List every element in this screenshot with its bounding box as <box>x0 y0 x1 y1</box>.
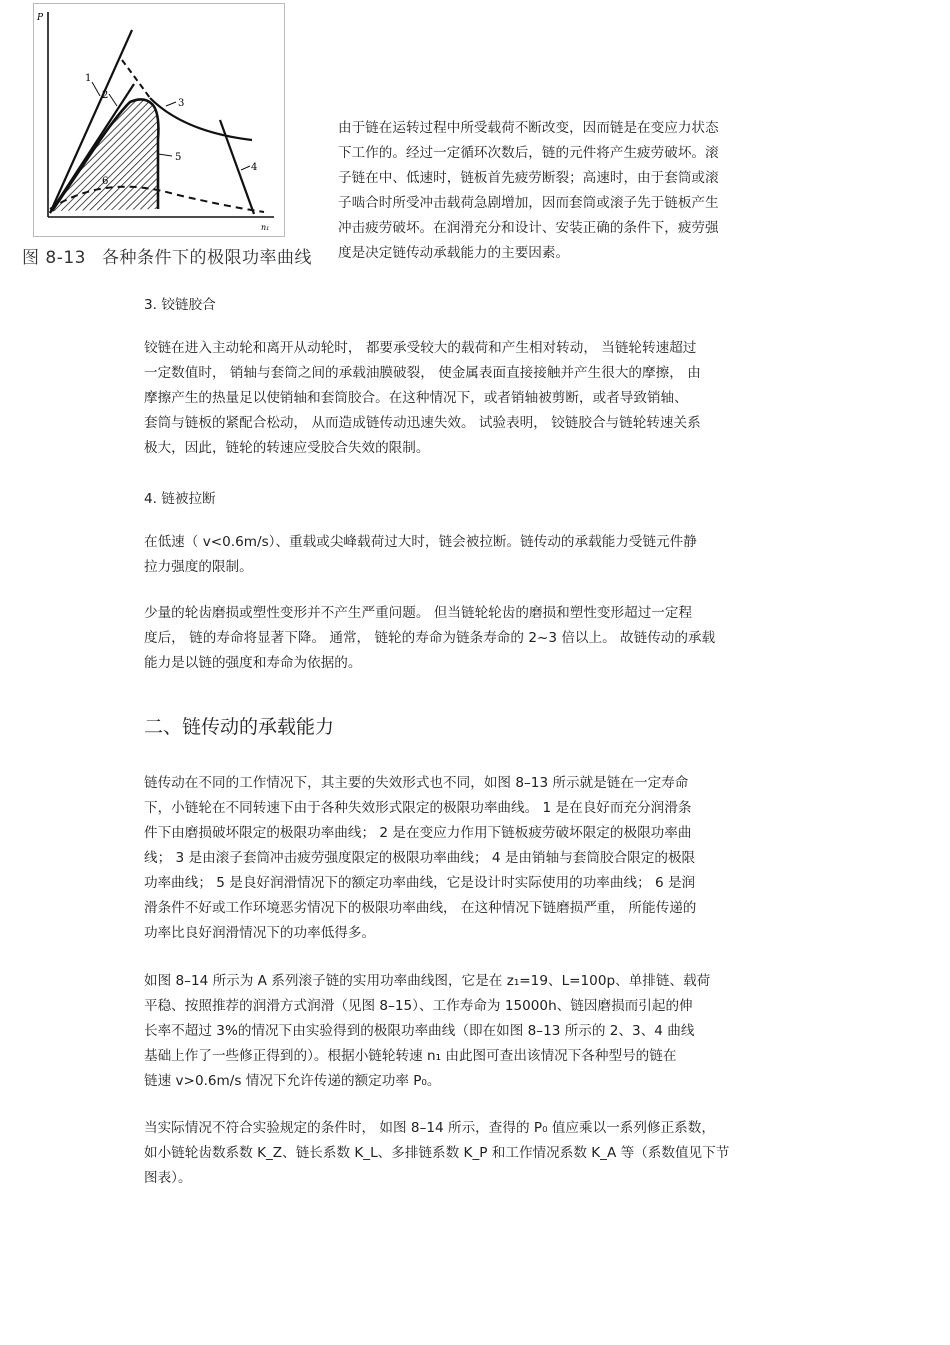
curve-label-6: 6 <box>102 176 109 187</box>
text-line: 少量的轮齿磨损或塑性变形并不产生严重问题。 但当链轮轮齿的磨损和塑性变形超过一定程 <box>144 605 693 621</box>
text-line: 子啮合时所受冲击载荷急剧增加，因而套筒或滚子先于链板产生 <box>338 195 719 211</box>
section-4-heading: 4. 链被拉断 <box>144 491 216 507</box>
curve-label-3: 3 <box>178 98 185 109</box>
figure-8-13 <box>33 3 285 237</box>
curve-label-5: 5 <box>175 152 182 163</box>
hatched-region <box>52 99 158 211</box>
curve-label-1: 1 <box>85 73 92 84</box>
curve-label-4: 4 <box>251 162 258 173</box>
text-line: 下工作的。经过一定循环次数后，链的元件将产生疲劳破坏。滚 <box>338 145 719 161</box>
text-line: 套筒与链板的紧配合松动， 从而造成链传动迅速失效。 试验表明， 铰链胶合与链轮转速关系 <box>144 415 701 431</box>
text-line: 度是决定链传动承载能力的主要因素。 <box>338 245 570 261</box>
wear-paragraph <box>144 601 715 676</box>
figure-caption <box>22 243 312 268</box>
text-line: 拉力强度的限制。 <box>144 559 253 575</box>
text-line: 子链在中、低速时，链板首先疲劳断裂；高速时，由于套筒或滚 <box>338 170 719 186</box>
section-title: 二、链传动的承载能力 <box>144 716 335 738</box>
text-line: 下，小链轮在不同转速下由于各种失效形式限定的极限功率曲线。 1 是在良好而充分润滑条 <box>144 800 692 816</box>
text-line: 长率不超过 3%的情况下由实验得到的极限功率曲线（即在如图 8–13 所示的 2、3、4 曲线 <box>144 1023 695 1039</box>
text-line: 摩擦产生的热量足以使销轴和套筒胶合。在这种情况下，或者销轴被剪断，或者导致销轴、 <box>144 390 688 406</box>
section-3-paragraph <box>144 336 701 461</box>
curve-3 <box>150 98 252 140</box>
text-line: 滑条件不好或工作环境恶劣情况下的极限功率曲线， 在这种情况下链磨损严重， 所能传递的 <box>144 900 697 916</box>
figure-title: 各种条件下的极限功率曲线 <box>102 248 312 268</box>
text-line: 功率曲线； 5 是良好润滑情况下的额定功率曲线，它是设计时实际使用的功率曲线； 6 是润 <box>144 875 696 891</box>
text-line: 铰链在进入主动轮和离开从动轮时， 都要承受较大的载荷和产生相对转动， 当链轮转速超过 <box>144 340 697 356</box>
limit-power-curves-diagram <box>34 4 284 236</box>
text-line: 度后， 链的寿命将显著下降。 通常， 链轮的寿命为链条寿命的 2~3 倍以上。 故链传动的承载 <box>144 630 716 646</box>
text-line: 冲击疲劳破坏。在润滑充分和设计、安装正确的条件下，疲劳强 <box>338 220 719 236</box>
text-line: 功率比良好润滑情况下的功率低得多。 <box>144 925 376 941</box>
text-line: 当实际情况不符合实验规定的条件时， 如图 8–14 所示，查得的 P₀ 值应乘以一系列修正系数， <box>144 1120 715 1136</box>
text-line: 基础上作了一些修正得到的）。根据小链轮转速 n₁ 由此图可查出该情况下各种型号的链在 <box>144 1048 677 1064</box>
text-line: 线； 3 是由滚子套筒冲击疲劳强度限定的极限功率曲线； 4 是由销轴与套筒胶合限定的极限 <box>144 850 696 866</box>
y-axis-label: P <box>37 13 44 23</box>
capacity-paragraph <box>144 771 696 946</box>
text-line: 如小链轮齿数系数 K_Z、链长系数 K_L、多排链系数 K_P 和工作情况系数 K_A 等（系数值见下节 <box>144 1145 730 1161</box>
text-line: 能力是以链的强度和寿命为依据的。 <box>144 655 362 671</box>
curve-label-2: 2 <box>102 90 109 101</box>
text-line: 极大，因此，链轮的转速应受胶合失效的限制。 <box>144 440 430 456</box>
text-line: 在低速（ v<0.6m/s）、重载或尖峰载荷过大时，链会被拉断。链传动的承载能力受链元件静 <box>144 534 697 550</box>
section-3-heading: 3. 铰链胶合 <box>144 297 216 313</box>
correction-paragraph <box>144 1116 729 1191</box>
text-line: 件下由磨损破坏限定的极限功率曲线； 2 是在变应力作用下链板疲劳破坏限定的极限功率曲 <box>144 825 692 841</box>
x-axis-label: n₁ <box>261 223 270 232</box>
text-line: 图表）。 <box>144 1170 192 1186</box>
text-line: 由于链在运转过程中所受载荷不断改变，因而链是在变应力状态 <box>338 120 719 136</box>
figure-14-paragraph <box>144 969 710 1094</box>
text-line: 平稳、按照推荐的润滑方式润滑（见图 8–15）、工作寿命为 15000h、链因磨损而引起的伸 <box>144 998 693 1014</box>
text-line: 如图 8–14 所示为 A 系列滚子链的实用功率曲线图，它是在 z₁=19、L=100p、单排链、载荷 <box>144 973 711 989</box>
text-line: 链速 v>0.6m/s 情况下允许传递的额定功率 P₀。 <box>144 1073 441 1089</box>
curve-3-dashed <box>122 60 150 98</box>
section-4-paragraph <box>144 530 697 580</box>
figure-number: 图 8-13 <box>22 248 86 268</box>
intro-paragraph <box>338 116 719 266</box>
text-line: 一定数值时， 销轴与套筒之间的承载油膜破裂， 使金属表面直接接触并产生很大的摩擦， 由 <box>144 365 701 381</box>
text-line: 链传动在不同的工作情况下，其主要的失效形式也不同，如图 8–13 所示就是链在一定寿命 <box>144 775 689 791</box>
